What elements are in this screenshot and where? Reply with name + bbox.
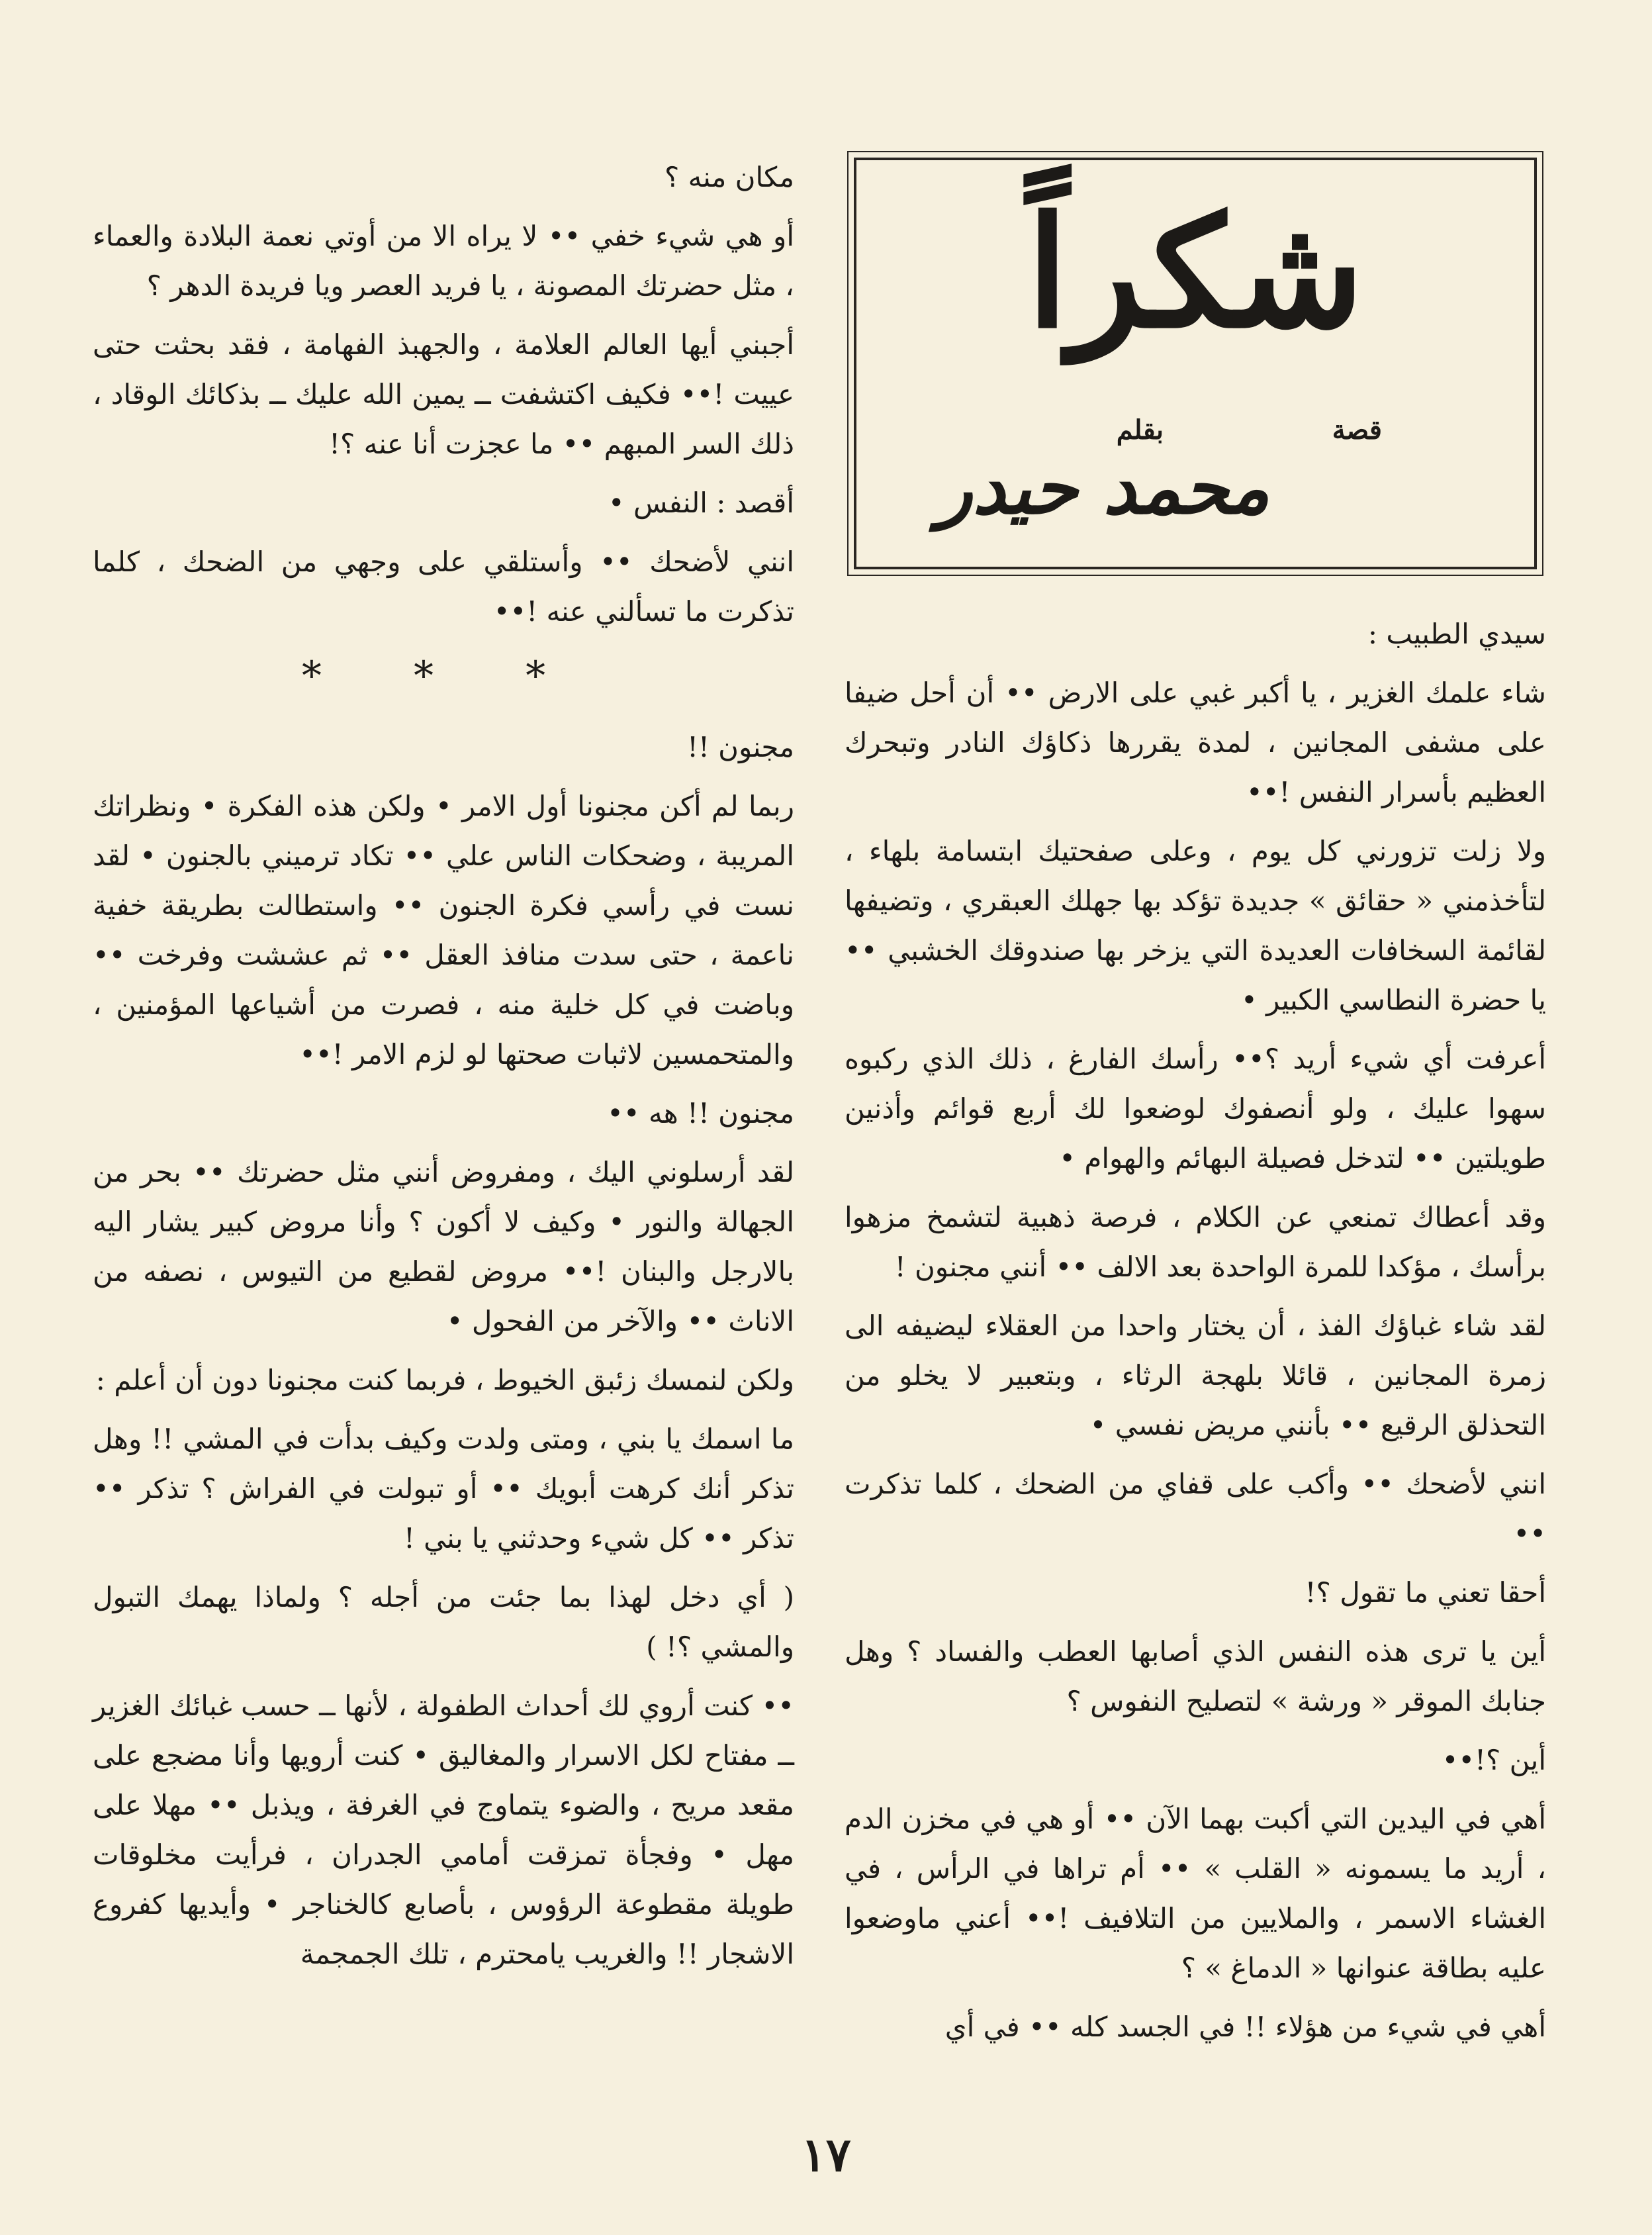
paragraph: مكان منه ؟	[664, 161, 794, 193]
paragraph: أجبني أيها العالم العلامة ، والجهبذ الفهامة ، فقد بحثت حتى عييت !•• فكيف اكتشفت ــ يمين الله عليك ــ بذكائك الوقاد ، ذلك السر المبهم •• ما عجزت أنا عنه ؟!	[93, 328, 794, 460]
paragraph: لقد شاء غباؤك الفذ ، أن يختار واحدا من العقلاء ليضيفه الى زمرة المجانين ، قائلا بلهجة الرثاء ، وبتعبير لا يخلو من التحذلق الرقيع •• بأنني مريض نفسي •	[845, 1309, 1546, 1441]
paragraph: أهي في اليدين التي أكبت بهما الآن •• أو هي في مخزن الدم ، أريد ما يسمونه « القلب » •• أم تراها في الرأس ، في الغشاء الاسمر ، والملايين من التلافيف !•• أعني ماوضعوا عليه بطاقة عنوانها « الدماغ » ؟	[845, 1803, 1546, 1984]
paragraph: ( أي دخل لهذا بما جئت من أجله ؟ ولماذا يهمك التبول والمشي ؟! )	[93, 1581, 794, 1663]
paragraph: ما اسمك يا بني ، ومتى ولدت وكيف بدأت في المشي !! وهل تذكر أنك كرهت أبويك •• أو تبولت في الفراش ؟ تذكر •• تذكر •• كل شيء وحدثني يا بني !	[93, 1423, 794, 1554]
left-column-bottom-text	[93, 722, 794, 1979]
page-number: ١٧	[801, 2127, 851, 2182]
paragraph: انني لأضحك •• وأستلقي على وجهي من الضحك ، كلما تذكرت ما تسألني عنه !••	[93, 546, 794, 628]
title-box	[854, 158, 1537, 569]
paragraph: ربما لم أكن مجنونا أول الامر • ولكن هذه الفكرة • ونظراتك المريبة ، وضحكات الناس علي •• تكاد ترميني بالجنون • لقد نست في رأسي فكرة الجنون •• واستطالت بطريقة خفية ناعمة ، حتى سدت منافذ العقل •• ثم عششت وفرخت •• وباضت في كل خلية منه ، فصرت من أشياعها المؤمنين ، والمتحمسين لاثبات صحتها لو لزم الامر !••	[93, 790, 794, 1070]
right-column	[845, 152, 1546, 2061]
paragraph: سيدي الطبيب :	[1367, 618, 1546, 650]
story-label: قصة	[1332, 414, 1382, 446]
paragraph: ولكن لنمسك زئبق الخيوط ، فربما كنت مجنونا دون أن أعلم :	[95, 1364, 794, 1396]
paragraph: ولا زلت تزورني كل يوم ، وعلى صفحتيك ابتسامة بلهاء ، لتأخذمني « حقائق » جديدة تؤكد بها جهلك العبقري ، وتضيفها لقائمة السخافات العديدة التي يزخر بها صندوقك الخشبي •• يا حضرة النطاسي الكبير •	[845, 835, 1546, 1016]
paragraph: أقصد : النفس •	[608, 487, 794, 519]
paragraph: شاء علمك الغزير ، يا أكبر غبي على الارض •• أن أحل ضيفا على مشفى المجانين ، لمدة يقررها ذكاؤك النادر وتبحرك العظيم بأسرار النفس !••	[845, 677, 1546, 808]
paragraph: •• كنت أروي لك أحداث الطفولة ، لأنها ــ حسب غبائك الغزير ــ مفتاح لكل الاسرار والمغاليق • كنت أرويها وأنا مضجع على مقعد مريح ، والضوء يتماوج في الغرفة ، ويذبل •• مهلا على مهل • وفجأة تمزقت أمامي الجدران ، فرأيت مخلوقات طويلة مقطوعة الرؤوس ، بأصابع كالخناجر • وأيديها كفروع الاشجار !! والغريب يامحترم ، تلك الجمجمة	[93, 1689, 794, 1970]
paragraph: مجنون !!	[687, 731, 794, 763]
left-column	[93, 152, 794, 1988]
paragraph: أهي في شيء من هؤلاء !! في الجسد كله •• في أي	[944, 2011, 1546, 2043]
paragraph: أين ؟!••	[1442, 1744, 1546, 1776]
paragraph: لقد أرسلوني اليك ، ومفروض أنني مثل حضرتك •• بحر من الجهالة والنور • وكيف لا أكون ؟ وأنا مروض كبير يشار اليه بالارجل والبنان !•• مروض لقطيع من التيوس ، نصفه من الاناث •• والآخر من الفحول •	[93, 1156, 794, 1337]
paragraph: أين يا ترى هذه النفس الذي أصابها العطب والفساد ؟ وهل جنابك الموقر « ورشة » لتصليح النفوس ؟	[845, 1635, 1546, 1717]
story-title: شكراً	[1026, 183, 1365, 362]
by-label: بقلم	[1116, 414, 1164, 446]
author-name: محمد حيدر	[937, 445, 1269, 530]
paragraph: أو هي شيء خفي •• لا يراه الا من أوتي نعمة البلادة والعماء ، مثل حضرتك المصونة ، يا فريد العصر ويا فريدة الدهر ؟	[93, 220, 794, 302]
paragraph: وقد أعطاك تمنعي عن الكلام ، فرصة ذهبية لتشمخ مزهوا برأسك ، مؤكدا للمرة الواحدة بعد الالف •• أنني مجنون !	[845, 1201, 1546, 1283]
paragraph: أحقا تعني ما تقول ؟!	[1305, 1576, 1546, 1609]
left-column-top-text	[93, 152, 794, 636]
paragraph: انني لأضحك •• وأكب على قفاي من الضحك ، كلما تذكرت ••	[845, 1468, 1546, 1550]
paragraph: مجنون !! هه ••	[607, 1097, 794, 1129]
right-column-text	[845, 609, 1546, 2052]
paragraph: أعرفت أي شيء أريد ؟•• رأسك الفارغ ، ذلك الذي ركبوه سهوا عليك ، ولو أنصفوك لوضعوا لك أربع قوائم وأذنين طويلتين •• لتدخل فصيلة البهائم والهوام •	[845, 1043, 1546, 1174]
section-separator: * * *	[301, 653, 586, 699]
